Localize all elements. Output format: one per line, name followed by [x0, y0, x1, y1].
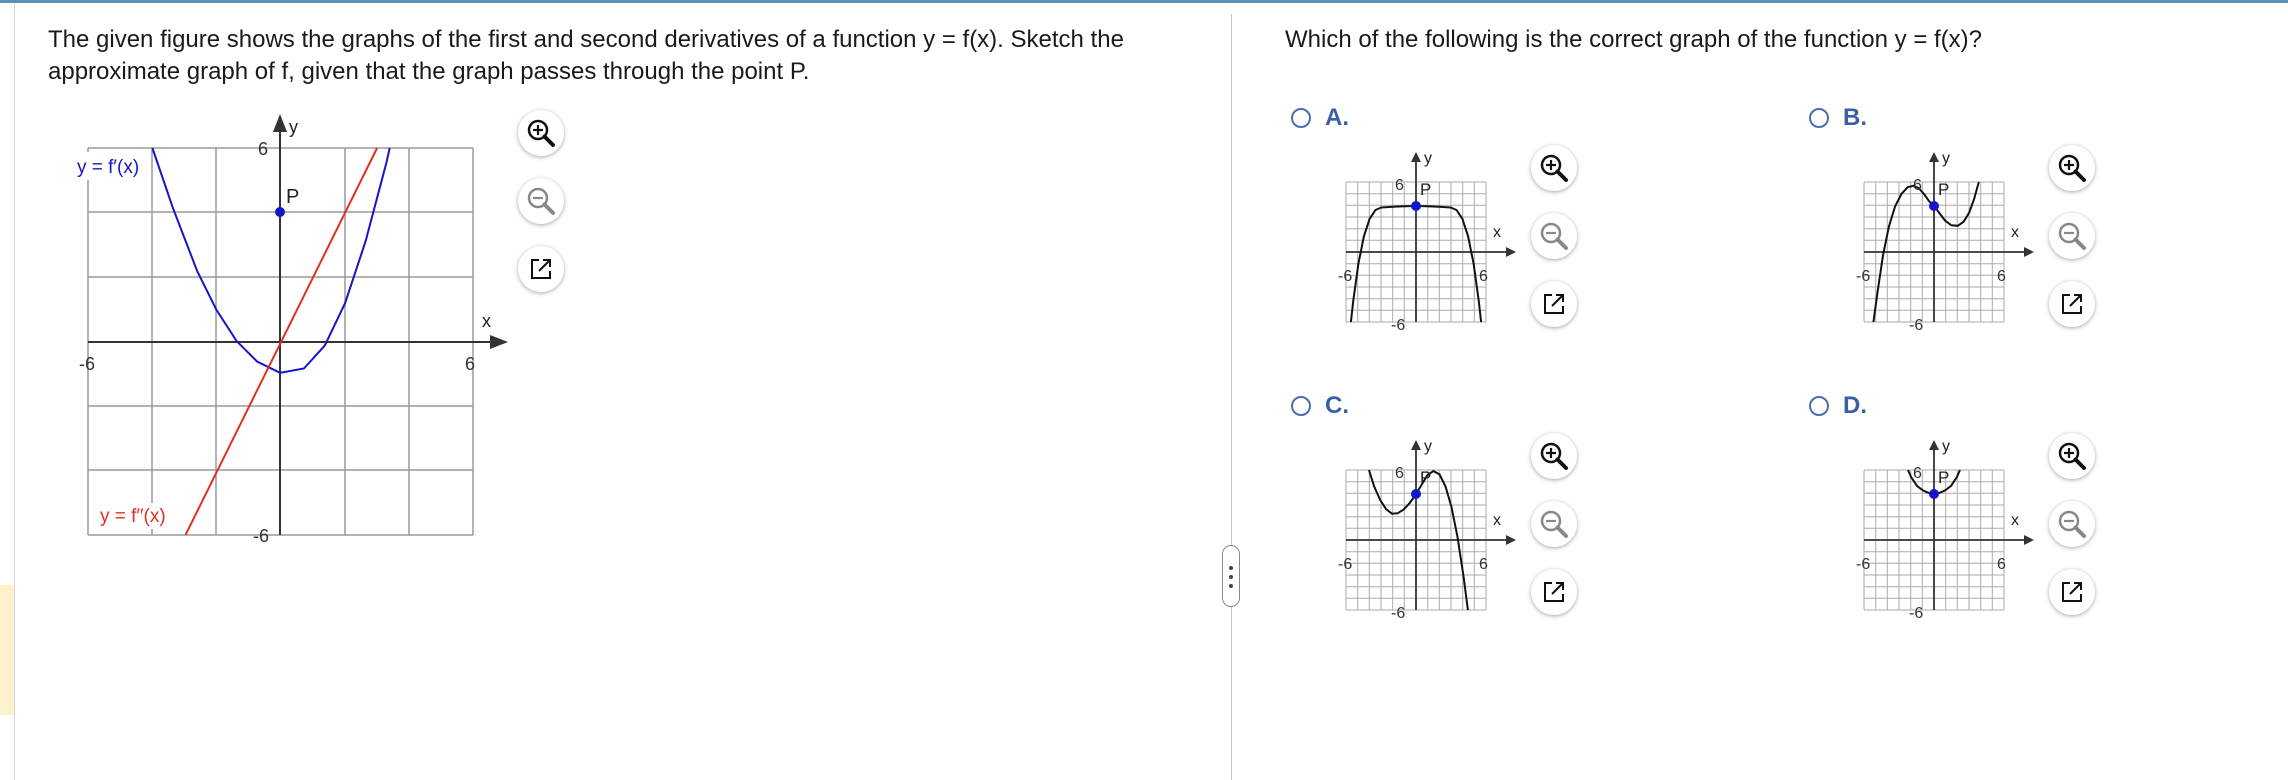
main-x-axis-label: x — [482, 311, 491, 331]
option-a-x-tick-neg: -6 — [1338, 268, 1353, 285]
point-p-marker — [275, 207, 285, 217]
option-d-y-label: y — [1942, 438, 1950, 455]
option-d-x-tick-pos: 6 — [1997, 556, 2006, 573]
zoom-out-icon — [1539, 509, 1569, 539]
option-b-x-tick-neg: -6 — [1856, 268, 1871, 285]
option-a-controls — [1531, 145, 1577, 349]
zoom-out-icon — [1539, 221, 1569, 251]
option-d-popout-button[interactable] — [2049, 569, 2095, 615]
option-d-x-tick-neg: -6 — [1856, 556, 1871, 573]
popout-icon — [526, 254, 556, 284]
top-accent-bar — [0, 0, 2288, 3]
zoom-out-icon — [2057, 509, 2087, 539]
popout-icon — [1539, 577, 1569, 607]
option-c-zoom-out-button[interactable] — [1531, 501, 1577, 547]
zoom-out-button[interactable] — [518, 178, 564, 224]
zoom-in-icon — [2057, 441, 2087, 471]
option-b-controls — [2049, 145, 2095, 349]
main-y-tick-pos: 6 — [258, 139, 269, 159]
zoom-out-icon — [2057, 221, 2087, 251]
first-derivative-curve — [152, 148, 389, 373]
option-b-letter: B. — [1843, 104, 1867, 131]
option-d-letter: D. — [1843, 392, 1867, 419]
option-c-x-tick-pos: 6 — [1479, 556, 1488, 573]
option-a-x-tick-pos: 6 — [1479, 268, 1488, 285]
x-axis-arrow — [490, 335, 508, 349]
option-b-y-tick-neg: -6 — [1909, 317, 1924, 334]
second-derivative-label: y = f′′(x) — [100, 506, 166, 527]
option-c-y-tick-pos: 6 — [1395, 465, 1404, 482]
option-d-graph — [1838, 432, 2058, 622]
option-c-point-label: P — [1420, 468, 1432, 487]
option-c-controls — [1531, 433, 1577, 637]
zoom-in-icon — [2057, 153, 2087, 183]
option-a-zoom-in-button[interactable] — [1531, 145, 1577, 191]
option-b-radio[interactable] — [1809, 108, 1829, 128]
zoom-in-icon — [1539, 153, 1569, 183]
main-graph-controls — [518, 110, 564, 314]
panel-divider — [1231, 14, 1232, 780]
option-c-x-tick-neg: -6 — [1338, 556, 1353, 573]
option-d-controls — [2049, 433, 2095, 637]
option-c-radio[interactable] — [1291, 396, 1311, 416]
option-d-y-tick-neg: -6 — [1909, 605, 1924, 622]
main-y-tick-neg: -6 — [253, 526, 270, 546]
popout-icon — [2057, 577, 2087, 607]
option-a-graph — [1320, 145, 1540, 335]
left-border — [14, 3, 15, 780]
side-highlight-strip — [0, 585, 14, 715]
option-b-y-tick-pos: 6 — [1913, 177, 1922, 194]
main-axes — [88, 122, 500, 535]
point-p-label: P — [286, 186, 300, 208]
zoom-in-button[interactable] — [518, 110, 564, 156]
option-b-zoom-in-button[interactable] — [2049, 145, 2095, 191]
answer-question-text: Which of the following is the correct graph of the function y = f(x)? — [1285, 26, 1983, 53]
question-text: The given figure shows the graphs of the first and second derivatives of a function y = f(x). Sketch the approximate graph of f, given that the graph passes through the point P. — [48, 26, 1124, 85]
option-b-zoom-out-button[interactable] — [2049, 213, 2095, 259]
option-d-y-tick-pos: 6 — [1913, 465, 1922, 482]
main-x-tick-neg: -6 — [79, 354, 96, 374]
option-a-zoom-out-button[interactable] — [1531, 213, 1577, 259]
option-c-popout-button[interactable] — [1531, 569, 1577, 615]
zoom-out-icon — [526, 186, 556, 216]
main-x-tick-pos: 6 — [465, 354, 476, 374]
popout-icon — [1539, 289, 1569, 319]
option-b-x-tick-pos: 6 — [1997, 268, 2006, 285]
option-b-popout-button[interactable] — [2049, 281, 2095, 327]
option-d-x-label: x — [2011, 512, 2019, 529]
option-d-point-label: P — [1938, 468, 1950, 487]
option-d-zoom-in-button[interactable] — [2049, 433, 2095, 479]
option-a-popout-button[interactable] — [1531, 281, 1577, 327]
main-y-axis-label: y — [289, 117, 298, 137]
option-c-letter: C. — [1325, 392, 1349, 419]
option-a-radio[interactable] — [1291, 108, 1311, 128]
option-c-zoom-in-button[interactable] — [1531, 433, 1577, 479]
zoom-in-icon — [526, 118, 556, 148]
option-b-y-label: y — [1942, 150, 1950, 167]
option-c-y-label: y — [1424, 438, 1432, 455]
option-c-y-tick-neg: -6 — [1391, 605, 1406, 622]
zoom-in-icon — [1539, 441, 1569, 471]
option-a-y-tick-neg: -6 — [1391, 317, 1406, 334]
option-d-zoom-out-button[interactable] — [2049, 501, 2095, 547]
option-a-point-label: P — [1420, 180, 1432, 199]
option-b-graph — [1838, 145, 2058, 335]
option-a-x-label: x — [1493, 224, 1501, 241]
option-a-letter: A. — [1325, 104, 1349, 131]
panel-resize-handle[interactable] — [1222, 545, 1240, 607]
option-c-x-label: x — [1493, 512, 1501, 529]
option-c-graph — [1320, 432, 1540, 622]
popout-button[interactable] — [518, 246, 564, 292]
y-axis-arrow — [273, 114, 287, 132]
option-b-point-label: P — [1938, 180, 1950, 199]
main-derivative-graph — [70, 110, 520, 550]
option-b-x-label: x — [2011, 224, 2019, 241]
option-d-radio[interactable] — [1809, 396, 1829, 416]
first-derivative-label: y = f′(x) — [77, 157, 140, 178]
option-a-y-tick-pos: 6 — [1395, 177, 1404, 194]
popout-icon — [2057, 289, 2087, 319]
option-a-y-label: y — [1424, 150, 1432, 167]
